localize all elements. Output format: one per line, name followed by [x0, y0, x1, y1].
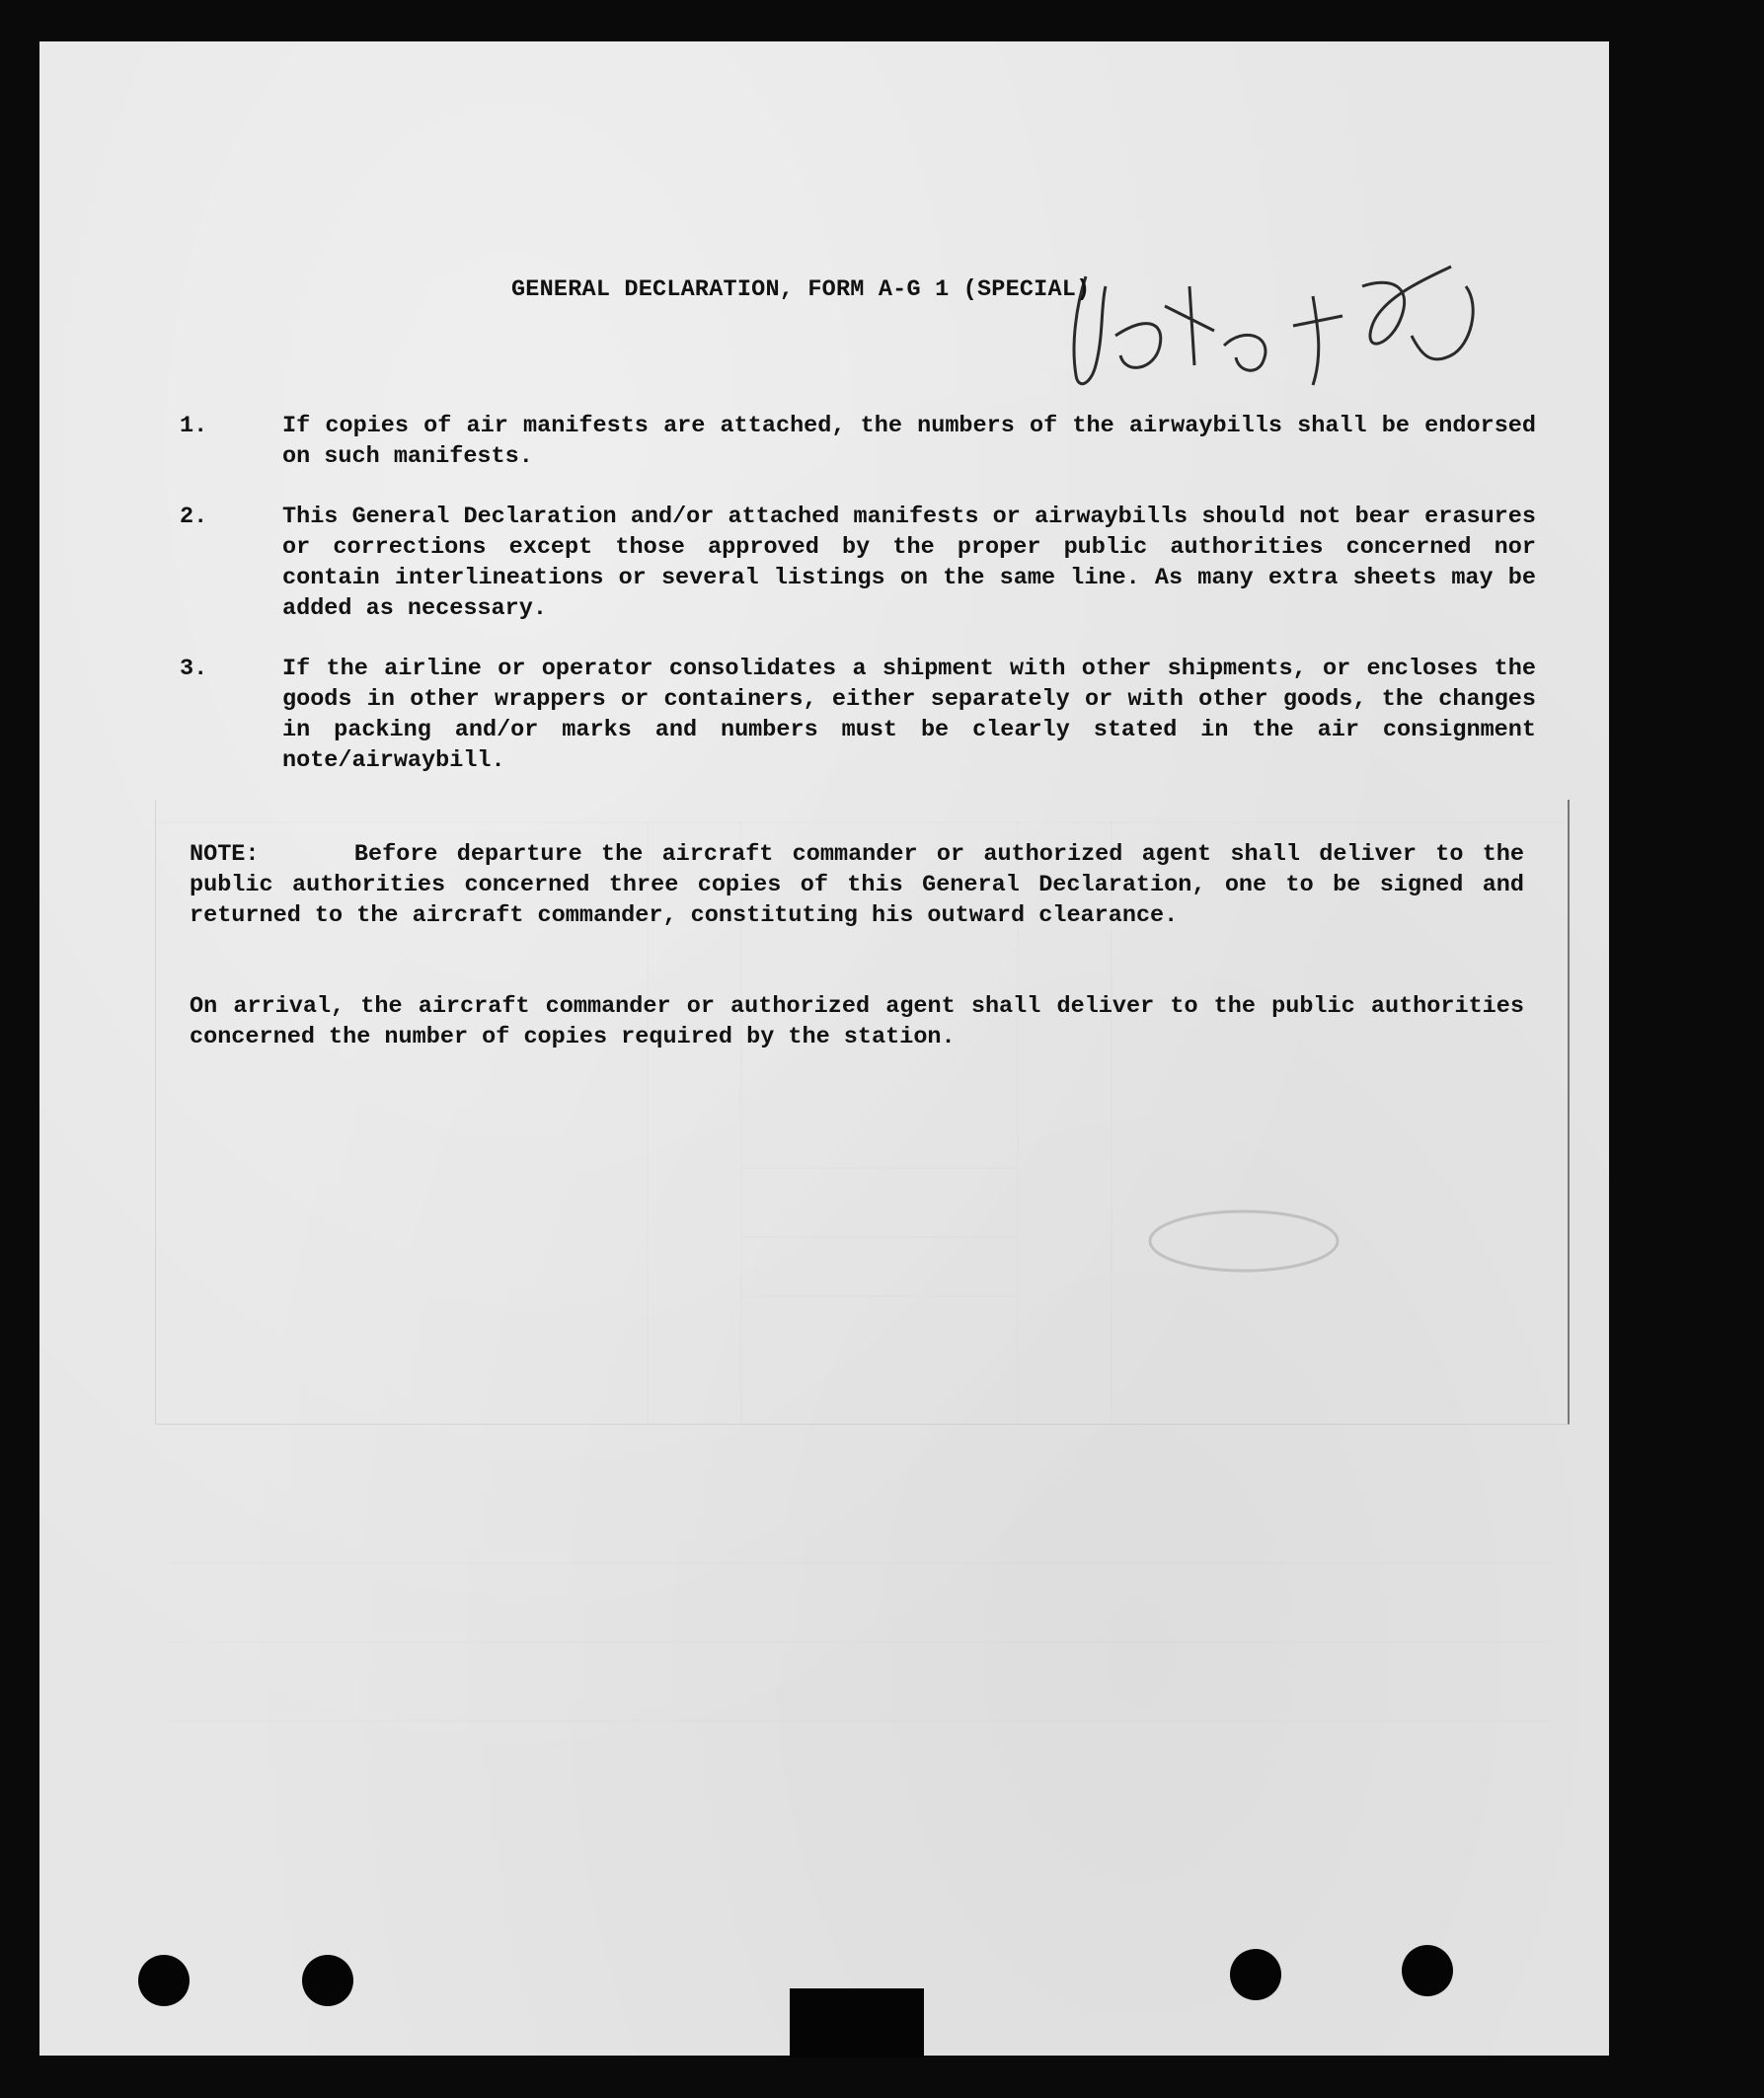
document-page — [39, 41, 1609, 2056]
binder-tab — [790, 1988, 924, 2058]
document-content — [39, 41, 1609, 2056]
faint-stamp — [1145, 1206, 1342, 1276]
item-text: This General Declaration and/or attached manifests or airwaybills should not bear erasures or corrections except those approved by the proper public authorities concerned nor contain interlineations or several listings on the same line. As many extra sheets may be added as necessary. — [282, 504, 1536, 622]
punch-hole-icon — [302, 1955, 353, 2006]
item-number: 2. — [180, 504, 208, 530]
item-number: 1. — [180, 413, 208, 439]
note-paragraph — [190, 839, 1524, 931]
item-text: If copies of air manifests are attached, the numbers of the airwaybills shall be endorsed on such manifests. — [282, 413, 1536, 470]
punch-hole-icon — [1230, 1949, 1281, 2000]
item-text: If the airline or operator consolidates a shipment with other shipments, or encloses the goods in other wrappers or containers, either separately or with other goods, the changes in packing and/or marks and numbers must be clearly stated in the air consignment note/airwaybill. — [282, 656, 1536, 774]
item-number: 3. — [180, 656, 208, 682]
punch-hole-icon — [138, 1955, 190, 2006]
note-text: Before departure the aircraft commander or authorized agent shall deliver to the public authorities concerned three copies of this General Declaration, one to be signed and returned to the aircraft commander, constituting his outward clearance. — [190, 841, 1525, 929]
note-label: NOTE: — [190, 841, 260, 868]
punch-hole-icon — [1402, 1945, 1453, 1996]
arrival-paragraph: On arrival, the aircraft commander or authorized agent shall deliver to the public authorities concerned the number of copies required by the station. — [190, 993, 1524, 1050]
form-title: GENERAL DECLARATION, FORM A-G 1 (SPECIAL) — [511, 276, 1091, 303]
